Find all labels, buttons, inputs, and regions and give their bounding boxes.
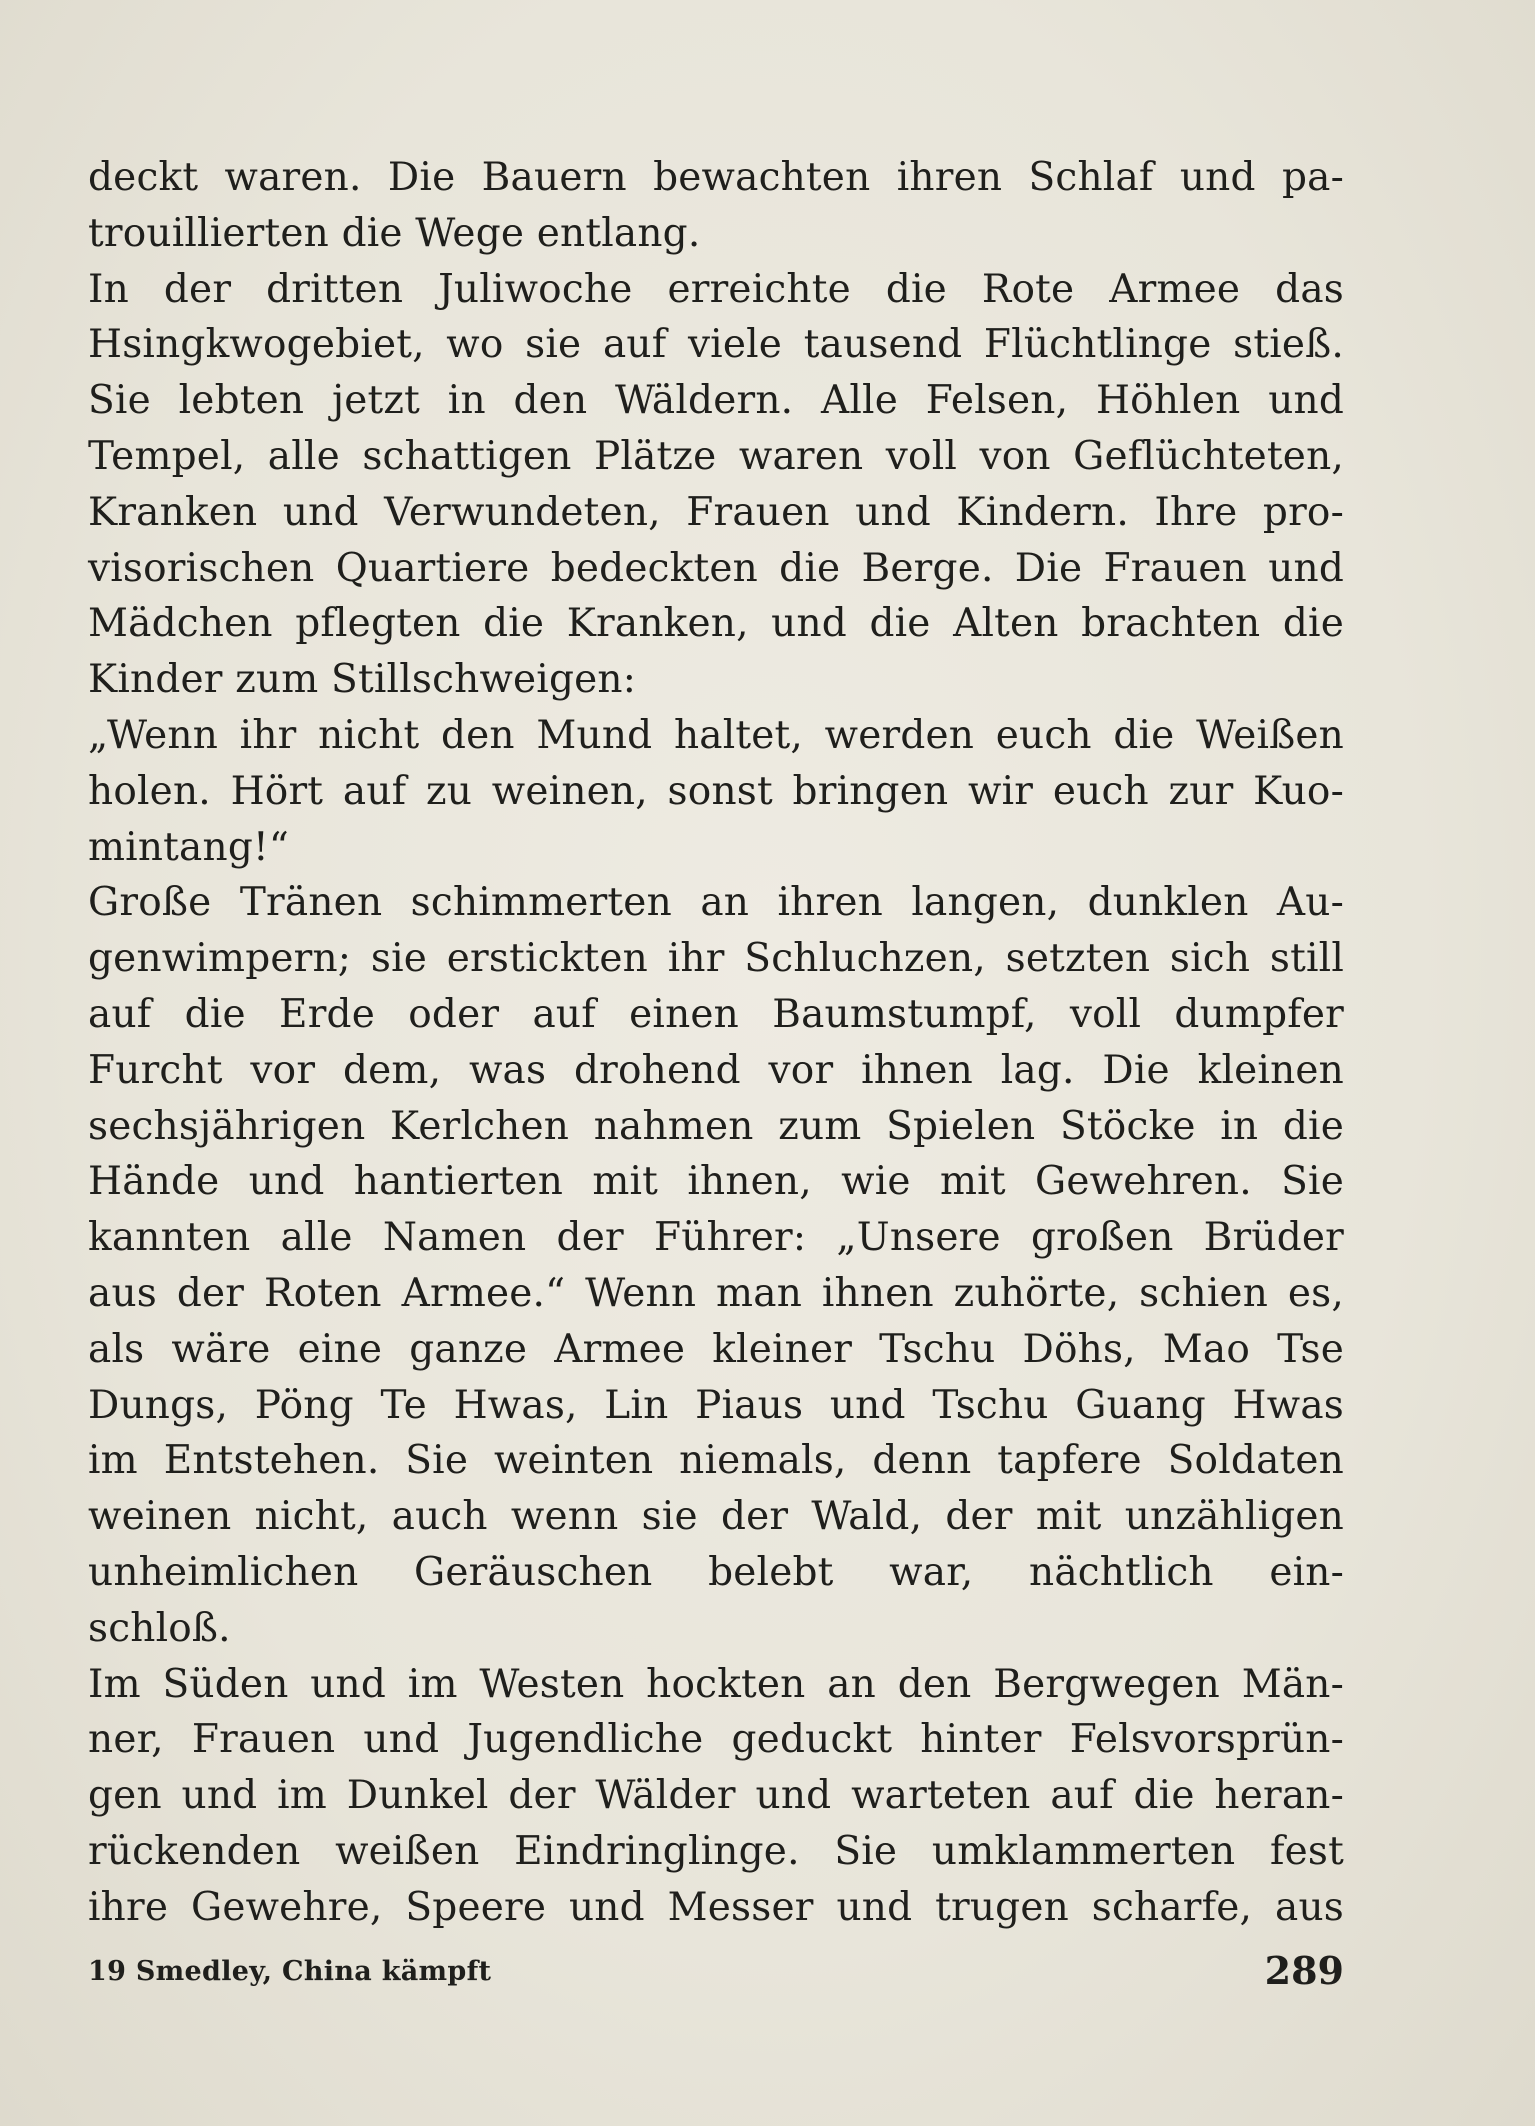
text-line: kannten alle Namen der Führer: „Unsere großen Brüder bbox=[88, 1215, 1344, 1261]
text-line: weinen nicht, auch wenn sie der Wald, der mit unzähligen bbox=[88, 1494, 1344, 1540]
text-line: Kranken und Verwundeten, Frauen und Kindern. Ihre pro- bbox=[88, 489, 1344, 535]
text-line: schloß. bbox=[88, 1605, 231, 1651]
body-text bbox=[88, 150, 1344, 1936]
text-line: aus der Roten Armee.“ Wenn man ihnen zuhörte, schien es, bbox=[88, 1270, 1344, 1316]
page-number: 289 bbox=[1264, 1948, 1344, 1993]
text-line: genwimpern; sie erstickten ihr Schluchzen, setzten sich still bbox=[88, 936, 1344, 982]
text-line: als wäre eine ganze Armee kleiner Tschu Döhs, Mao Tse bbox=[88, 1326, 1344, 1372]
text-line: im Entstehen. Sie weinten niemals, denn tapfere Soldaten bbox=[88, 1438, 1344, 1484]
text-line: ihre Gewehre, Speere und Messer und trugen scharfe, aus bbox=[88, 1884, 1344, 1930]
text-line: „Wenn ihr nicht den Mund haltet, werden euch die Weißen bbox=[88, 712, 1344, 758]
text-line: holen. Hört auf zu weinen, sonst bringen wir euch zur Kuo- bbox=[88, 768, 1344, 814]
text-line: Hsingkwogebiet, wo sie auf viele tausend Flüchtlinge stieß. bbox=[88, 322, 1344, 368]
text-line: mintang!“ bbox=[88, 824, 289, 870]
text-line: In der dritten Juliwoche erreichte die Rote Armee das bbox=[88, 266, 1344, 312]
text-line: ner, Frauen und Jugendliche geduckt hinter Felsvorsprün- bbox=[88, 1717, 1344, 1763]
text-line: Mädchen pflegten die Kranken, und die Alten brachten die bbox=[88, 601, 1344, 647]
text-line: sechsjährigen Kerlchen nahmen zum Spielen Stöcke in die bbox=[88, 1103, 1344, 1149]
page-footer bbox=[88, 1948, 1344, 1998]
text-line: Tempel, alle schattigen Plätze waren voll von Geflüchteten, bbox=[88, 433, 1344, 479]
text-line: Kinder zum Stillschweigen: bbox=[88, 657, 637, 703]
text-line: Dungs, Pöng Te Hwas, Lin Piaus und Tschu Guang Hwas bbox=[88, 1382, 1344, 1428]
text-line: Sie lebten jetzt in den Wäldern. Alle Felsen, Höhlen und bbox=[88, 378, 1344, 424]
text-line: Im Süden und im Westen hockten an den Bergwegen Män- bbox=[88, 1661, 1344, 1707]
text-line: visorischen Quartiere bedeckten die Berge. Die Frauen und bbox=[88, 545, 1344, 591]
text-line: trouillierten die Wege entlang. bbox=[88, 210, 701, 256]
text-line: rückenden weißen Eindringlinge. Sie umklammerten fest bbox=[88, 1828, 1344, 1874]
text-line: Hände und hantierten mit ihnen, wie mit Gewehren. Sie bbox=[88, 1159, 1344, 1205]
text-line: deckt waren. Die Bauern bewachten ihren Schlaf und pa- bbox=[88, 155, 1344, 200]
text-line: unheimlichen Geräuschen belebt war, nächtlich ein- bbox=[88, 1549, 1344, 1595]
text-line: Große Tränen schimmerten an ihren langen, dunklen Au- bbox=[88, 880, 1344, 926]
text-line: gen und im Dunkel der Wälder und warteten auf die heran- bbox=[88, 1773, 1344, 1819]
printer-signature: 19 Smedley, China kämpft bbox=[88, 1956, 492, 1987]
text-line: Furcht vor dem, was drohend vor ihnen lag. Die kleinen bbox=[88, 1047, 1344, 1093]
text-line: auf die Erde oder auf einen Baumstumpf, voll dumpfer bbox=[88, 991, 1344, 1037]
